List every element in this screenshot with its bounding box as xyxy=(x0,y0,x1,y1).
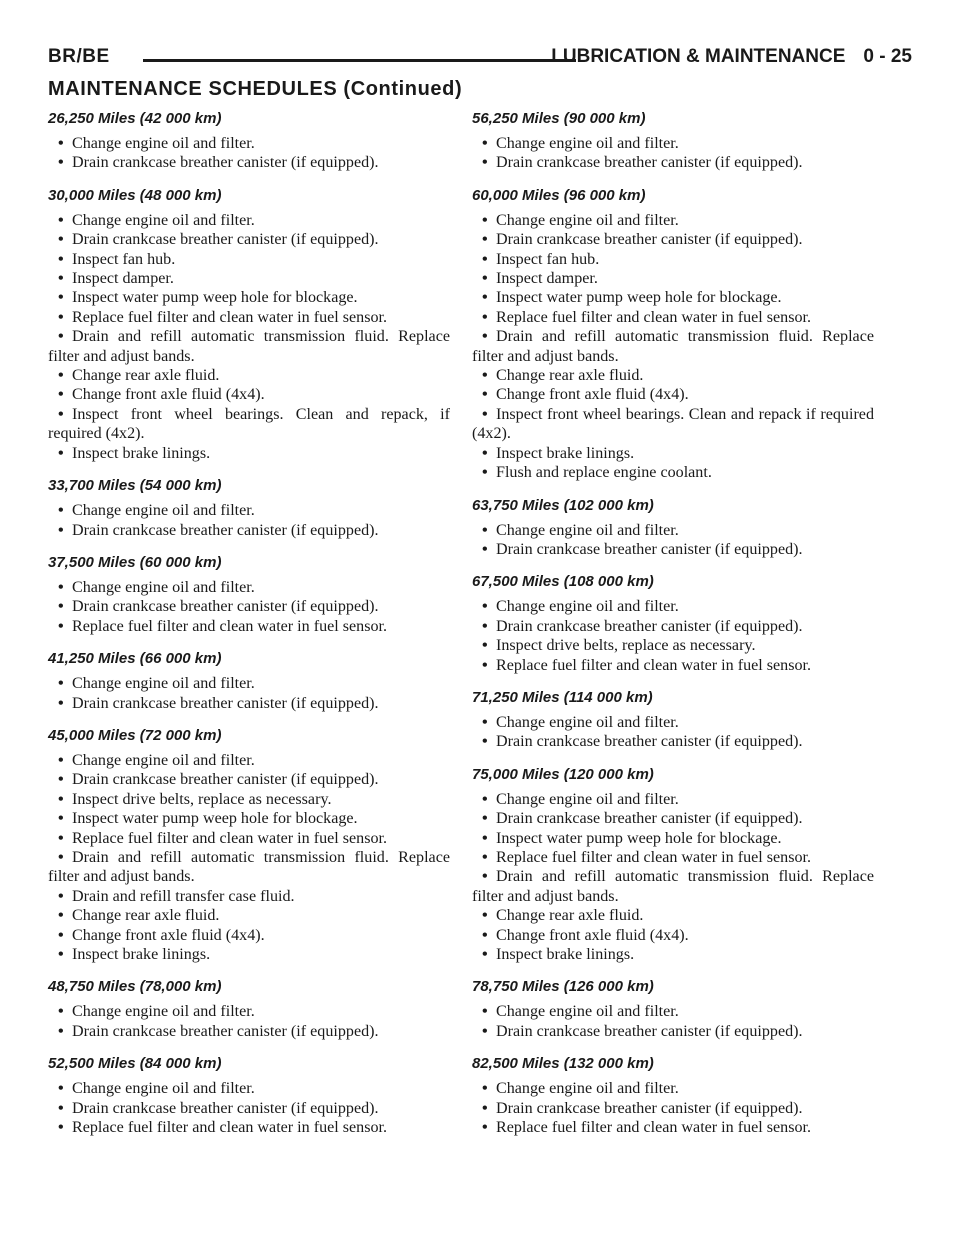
task-item: • Change engine oil and filter. xyxy=(58,1080,255,1098)
task-item: • Change engine oil and filter. xyxy=(482,135,679,152)
task-item: • Inspect brake linings. xyxy=(482,946,635,963)
task-item: • Change engine oil and filter. xyxy=(482,790,679,808)
task-text: Drain crankcase breather canister (if equipped). xyxy=(72,154,379,172)
task-item: • Drain crankcase breather canister (if equipped). xyxy=(58,154,379,172)
task-list xyxy=(48,1002,450,1041)
task-list xyxy=(48,578,450,636)
task-text: Flush and replace engine coolant. xyxy=(496,464,712,482)
header-rule xyxy=(143,59,576,62)
task-item: • Inspect damper. xyxy=(58,270,174,288)
vehicle-code: BR/BE xyxy=(48,46,110,67)
task-text: Inspect drive belts, replace as necessary. xyxy=(72,790,332,808)
task-item: • Inspect front wheel bearings. Clean and repack if required (4x2). xyxy=(472,405,874,443)
task-item: • Replace fuel filter and clean water in fuel sensor. xyxy=(58,617,388,635)
task-item: • Replace fuel filter and clean water in fuel sensor. xyxy=(482,848,812,866)
task-list xyxy=(48,674,450,713)
task-item: • Drain crankcase breather canister (if equipped). xyxy=(482,1099,803,1117)
task-text: Inspect brake linings. xyxy=(496,946,635,963)
task-text: Replace fuel filter and clean water in fuel sensor. xyxy=(496,308,812,326)
task-text: Change engine oil and filter. xyxy=(496,521,679,539)
task-item: • Change engine oil and filter. xyxy=(482,521,679,539)
task-list xyxy=(472,790,874,965)
task-item: • Change rear axle fluid. xyxy=(482,907,644,925)
task-text: Inspect front wheel bearings. Clean and repack if required (4x2). xyxy=(472,405,874,443)
task-item: • Inspect brake linings. xyxy=(58,444,211,462)
task-item: • Replace fuel filter and clean water in fuel sensor. xyxy=(58,1119,388,1137)
schedule-block xyxy=(472,766,874,965)
schedule-heading: 56,250 Miles (90 000 km) xyxy=(472,110,646,127)
task-text: Replace fuel filter and clean water in fuel sensor. xyxy=(496,656,812,674)
task-item: • Drain and refill transfer case fluid. xyxy=(58,887,295,905)
task-item: • Change engine oil and filter. xyxy=(482,598,679,616)
task-text: Change front axle fluid (4x4). xyxy=(72,926,265,944)
task-text: Change engine oil and filter. xyxy=(496,211,679,229)
task-text: Drain crankcase breather canister (if equipped). xyxy=(72,231,379,249)
task-list xyxy=(48,134,450,173)
schedule-block xyxy=(472,187,874,483)
page-number: 0 - 25 xyxy=(863,46,912,67)
task-text: Change engine oil and filter. xyxy=(496,1003,679,1021)
task-list xyxy=(472,1002,874,1041)
task-text: Inspect damper. xyxy=(496,270,598,288)
right-column xyxy=(472,110,874,1151)
task-text: Inspect front wheel bearings. Clean and repack, if required (4x2). xyxy=(48,405,450,443)
task-text: Inspect fan hub. xyxy=(496,250,600,268)
task-item: • Change engine oil and filter. xyxy=(58,1003,255,1021)
task-item: • Drain crankcase breather canister (if equipped). xyxy=(482,733,803,751)
task-item: • Drain and refill automatic transmission fluid. Replace filter and adjust bands. xyxy=(472,868,874,905)
schedule-block xyxy=(472,573,874,675)
task-text: Change engine oil and filter. xyxy=(72,675,255,693)
task-text: Inspect water pump weep hole for blockage. xyxy=(72,810,358,828)
task-item: • Drain crankcase breather canister (if equipped). xyxy=(482,231,803,249)
task-text: Change engine oil and filter. xyxy=(496,598,679,616)
schedule-block xyxy=(472,978,874,1041)
task-item: • Change front axle fluid (4x4). xyxy=(482,386,689,404)
schedule-heading: 41,250 Miles (66 000 km) xyxy=(48,650,222,668)
task-text: Replace fuel filter and clean water in fuel sensor. xyxy=(72,1119,388,1137)
task-text: Change engine oil and filter. xyxy=(72,211,255,229)
task-list xyxy=(48,751,450,964)
task-list xyxy=(48,501,450,540)
schedule-block xyxy=(48,187,450,463)
task-item: • Drain crankcase breather canister (if equipped). xyxy=(58,231,379,249)
task-text: Drain crankcase breather canister (if equipped). xyxy=(496,231,803,249)
task-text: Drain crankcase breather canister (if equipped). xyxy=(496,540,803,558)
task-text: Change engine oil and filter. xyxy=(496,135,679,152)
task-item: • Drain crankcase breather canister (if equipped). xyxy=(58,598,379,616)
task-item: • Change engine oil and filter. xyxy=(58,675,255,693)
task-text: Change engine oil and filter. xyxy=(72,502,255,520)
task-text: Drain crankcase breather canister (if equipped). xyxy=(72,598,379,616)
task-item: • Drain and refill automatic transmission fluid. Replace filter and adjust bands. xyxy=(48,848,450,886)
section-name: LUBRICATION & MAINTENANCE xyxy=(551,46,846,67)
page-header xyxy=(48,44,912,78)
task-item: • Drain crankcase breather canister (if equipped). xyxy=(58,771,379,789)
schedule-block xyxy=(48,727,450,964)
schedule-heading: 45,000 Miles (72 000 km) xyxy=(48,726,222,744)
task-text: Change front axle fluid (4x4). xyxy=(496,926,689,944)
task-item: • Replace fuel filter and clean water in fuel sensor. xyxy=(58,308,388,326)
task-item: • Change engine oil and filter. xyxy=(482,1080,679,1098)
task-text: Change rear axle fluid. xyxy=(72,367,220,385)
schedule-heading: 75,000 Miles (120 000 km) xyxy=(472,765,654,783)
task-item: • Inspect brake linings. xyxy=(482,444,635,462)
schedule-heading: 63,750 Miles (102 000 km) xyxy=(472,496,654,514)
task-text: Drain crankcase breather canister (if equipped). xyxy=(496,617,803,635)
schedule-heading: 82,500 Miles (132 000 km) xyxy=(472,1055,654,1073)
schedule-heading: 60,000 Miles (96 000 km) xyxy=(472,186,646,204)
task-item: • Change front axle fluid (4x4). xyxy=(58,386,265,404)
task-item: • Change engine oil and filter. xyxy=(482,211,679,229)
task-text: Drain crankcase breather canister (if equipped). xyxy=(496,1022,803,1040)
task-text: Change engine oil and filter. xyxy=(496,790,679,808)
schedule-heading: 33,700 Miles (54 000 km) xyxy=(48,477,222,495)
task-list xyxy=(48,211,450,463)
task-text: Drain and refill automatic transmission fluid. Replace filter and adjust bands. xyxy=(472,328,874,365)
task-item: • Inspect drive belts, replace as necessary. xyxy=(58,790,332,808)
task-item: • Drain crankcase breather canister (if equipped). xyxy=(58,1099,379,1117)
task-item: • Drain and refill automatic transmission fluid. Replace filter and adjust bands. xyxy=(48,328,450,365)
task-item: • Inspect fan hub. xyxy=(482,250,600,268)
task-item: • Inspect damper. xyxy=(482,270,598,288)
task-item: • Drain crankcase breather canister (if equipped). xyxy=(58,1022,379,1040)
task-text: Drain crankcase breather canister (if equipped). xyxy=(72,1022,379,1040)
task-item: • Replace fuel filter and clean water in fuel sensor. xyxy=(482,308,812,326)
schedule-heading: 52,500 Miles (84 000 km) xyxy=(48,1055,222,1073)
task-text: Drain crankcase breather canister (if equipped). xyxy=(496,1099,803,1117)
task-text: Inspect drive belts, replace as necessary. xyxy=(496,637,756,655)
schedule-block xyxy=(48,650,450,713)
task-item: • Change engine oil and filter. xyxy=(58,578,255,596)
task-text: Drain crankcase breather canister (if equipped). xyxy=(72,1099,379,1117)
task-text: Drain and refill transfer case fluid. xyxy=(72,887,295,905)
schedule-block xyxy=(48,978,450,1041)
task-text: Inspect water pump weep hole for blockage. xyxy=(496,829,782,847)
task-text: Change rear axle fluid. xyxy=(496,907,644,925)
schedule-heading: 71,250 Miles (114 000 km) xyxy=(472,688,653,706)
task-text: Change rear axle fluid. xyxy=(496,367,644,385)
task-text: Change engine oil and filter. xyxy=(72,578,255,596)
task-item: • Replace fuel filter and clean water in fuel sensor. xyxy=(482,1119,812,1137)
task-item: • Replace fuel filter and clean water in fuel sensor. xyxy=(482,656,812,674)
schedule-heading: 48,750 Miles (78,000 km) xyxy=(48,978,222,996)
task-text: Change front axle fluid (4x4). xyxy=(496,386,689,404)
schedule-block xyxy=(48,1055,450,1137)
task-text: Drain and refill automatic transmission fluid. Replace filter and adjust bands. xyxy=(48,848,450,886)
task-item: • Drain crankcase breather canister (if equipped). xyxy=(482,540,803,558)
task-item: • Drain crankcase breather canister (if equipped). xyxy=(482,810,803,828)
task-text: Change engine oil and filter. xyxy=(72,1003,255,1021)
task-item: • Drain crankcase breather canister (if equipped). xyxy=(482,1022,803,1040)
task-text: Replace fuel filter and clean water in fuel sensor. xyxy=(72,617,388,635)
task-text: Inspect water pump weep hole for blockage. xyxy=(496,289,782,307)
task-item: • Change rear axle fluid. xyxy=(58,907,220,925)
task-item: • Inspect water pump weep hole for blockage. xyxy=(58,810,358,828)
task-item: • Change engine oil and filter. xyxy=(58,135,255,152)
task-item: • Flush and replace engine coolant. xyxy=(482,464,712,482)
task-text: Drain and refill automatic transmission fluid. Replace filter and adjust bands. xyxy=(48,328,450,365)
task-item: • Change engine oil and filter. xyxy=(58,751,255,769)
task-item: • Change engine oil and filter. xyxy=(58,211,255,229)
task-list xyxy=(472,134,874,173)
task-text: Change rear axle fluid. xyxy=(72,907,220,925)
task-item: • Change front axle fluid (4x4). xyxy=(482,926,689,944)
task-text: Drain crankcase breather canister (if equipped). xyxy=(496,154,803,172)
task-item: • Change rear axle fluid. xyxy=(482,367,644,385)
task-text: Replace fuel filter and clean water in fuel sensor. xyxy=(72,308,388,326)
task-text: Inspect fan hub. xyxy=(72,250,176,268)
task-item: • Inspect brake linings. xyxy=(58,946,211,963)
task-text: Inspect water pump weep hole for blockage. xyxy=(72,289,358,307)
task-text: Inspect brake linings. xyxy=(496,444,635,462)
task-item: • Inspect fan hub. xyxy=(58,250,176,268)
task-text: Drain crankcase breather canister (if equipped). xyxy=(72,694,379,712)
task-list xyxy=(472,597,874,675)
task-text: Drain crankcase breather canister (if equipped). xyxy=(496,733,803,751)
task-item: • Inspect water pump weep hole for blockage. xyxy=(482,289,782,307)
schedule-block xyxy=(48,110,450,173)
task-text: Replace fuel filter and clean water in fuel sensor. xyxy=(72,829,388,847)
task-item: • Inspect front wheel bearings. Clean and repack, if required (4x2). xyxy=(48,405,450,443)
task-text: Inspect brake linings. xyxy=(72,444,211,462)
task-list xyxy=(472,211,874,483)
schedule-block xyxy=(472,689,874,752)
schedule-block xyxy=(48,554,450,636)
task-text: Change engine oil and filter. xyxy=(72,751,255,769)
task-item: • Inspect water pump weep hole for blockage. xyxy=(58,289,358,307)
schedule-heading: 78,750 Miles (126 000 km) xyxy=(472,978,654,996)
task-item: • Change rear axle fluid. xyxy=(58,367,220,385)
task-list xyxy=(472,713,874,752)
task-text: Drain and refill automatic transmission fluid. Replace filter and adjust bands. xyxy=(472,868,874,905)
task-text: Drain crankcase breather canister (if equipped). xyxy=(496,810,803,828)
task-text: Replace fuel filter and clean water in fuel sensor. xyxy=(496,1119,812,1137)
task-list xyxy=(48,1079,450,1137)
schedule-heading: 26,250 Miles (42 000 km) xyxy=(48,110,222,127)
task-text: Change front axle fluid (4x4). xyxy=(72,386,265,404)
schedule-block xyxy=(472,1055,874,1137)
task-item: • Change engine oil and filter. xyxy=(58,502,255,520)
schedule-block xyxy=(48,477,450,540)
task-item: • Drain crankcase breather canister (if equipped). xyxy=(58,694,379,712)
task-item: • Inspect drive belts, replace as necessary. xyxy=(482,637,756,655)
task-text: Replace fuel filter and clean water in fuel sensor. xyxy=(496,848,812,866)
task-list xyxy=(472,521,874,560)
task-item: • Drain and refill automatic transmission fluid. Replace filter and adjust bands. xyxy=(472,328,874,365)
schedule-heading: 30,000 Miles (48 000 km) xyxy=(48,186,222,204)
task-item: • Drain crankcase breather canister (if equipped). xyxy=(482,617,803,635)
schedule-block xyxy=(472,497,874,560)
task-item: • Change engine oil and filter. xyxy=(482,1003,679,1021)
task-text: Inspect damper. xyxy=(72,270,174,288)
schedule-heading: 67,500 Miles (108 000 km) xyxy=(472,573,654,591)
schedule-heading: 37,500 Miles (60 000 km) xyxy=(48,553,222,571)
task-item: • Replace fuel filter and clean water in fuel sensor. xyxy=(58,829,388,847)
section-header xyxy=(551,46,912,68)
task-text: Drain crankcase breather canister (if equipped). xyxy=(72,521,379,539)
schedule-block xyxy=(472,110,874,173)
task-text: Change engine oil and filter. xyxy=(496,1080,679,1098)
page-title: MAINTENANCE SCHEDULES (Continued) xyxy=(48,78,463,100)
task-item: • Drain crankcase breather canister (if equipped). xyxy=(58,521,379,539)
task-text: Change engine oil and filter. xyxy=(496,713,679,731)
left-column xyxy=(48,110,450,1151)
task-list xyxy=(472,1079,874,1137)
task-text: Change engine oil and filter. xyxy=(72,135,255,152)
task-item: • Drain crankcase breather canister (if equipped). xyxy=(482,154,803,172)
task-item: • Change front axle fluid (4x4). xyxy=(58,926,265,944)
task-item: • Change engine oil and filter. xyxy=(482,713,679,731)
task-text: Drain crankcase breather canister (if equipped). xyxy=(72,771,379,789)
task-text: Inspect brake linings. xyxy=(72,946,211,963)
task-item: • Inspect water pump weep hole for blockage. xyxy=(482,829,782,847)
task-text: Change engine oil and filter. xyxy=(72,1080,255,1098)
